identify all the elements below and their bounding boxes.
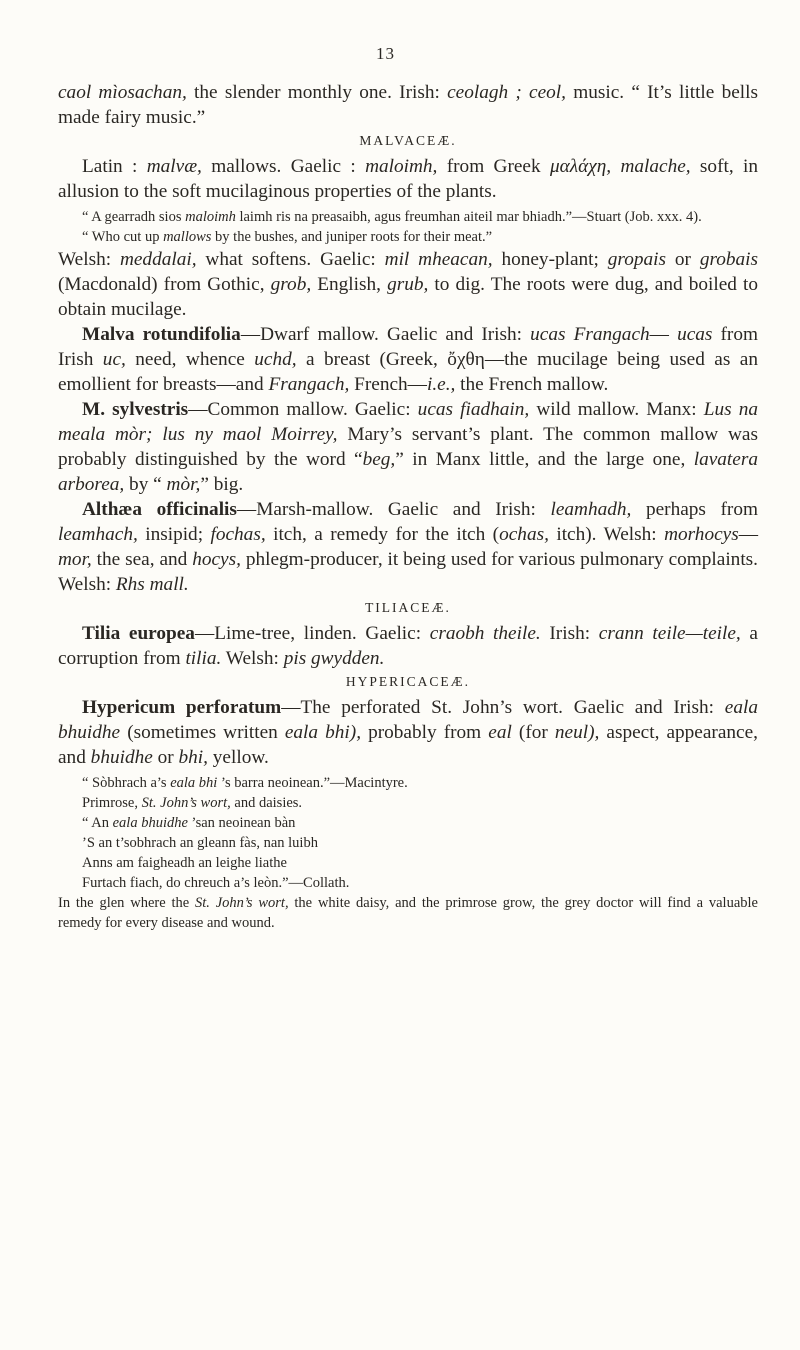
section-heading-hypericaceae: HYPERICACEÆ.: [345, 674, 471, 689]
verse-line-1: “ An eala bhuidhe ’san neoinean bàn: [82, 815, 296, 831]
paragraph-tilia-europea: Tilia europea—Lime-tree, linden. Gaelic: craobh theile. Irish: crann teile—teile, a corruption from tilia. Welsh: pis gwydden.: [58, 623, 758, 669]
paragraph-caol-miosachan: caol mìosachan, the slender monthly one. Irish: ceolagh ; ceol, music. “ It’s little bells made fairy music.”: [58, 82, 759, 128]
paragraph-hypericum-perforatum: Hypericum perforatum—The perforated St. John’s wort. Gaelic and Irish: eala bhuidhe (sometimes written eala bhi), probably from eal (for neul), aspect, appearance, and bhuidhe or bhi, yellow.: [58, 697, 758, 768]
quote-macintyre: “ Sòbhrach a’s eala bhi ’s barra neoinean.”—Macintyre.: [82, 775, 408, 791]
paragraph-welsh-meddalai: Welsh: meddalai, what softens. Gaelic: mil mheacan, honey-plant; gropais or grobais (Macdonald) from Gothic, grob, English, grub, to dig. The roots were dug, and boiled to obtain mucilage.: [58, 249, 759, 320]
quote-translation-glen: In the glen where the St. John’s wort, the white daisy, and the primrose grow, the grey doctor will find a valuable remedy for every disease and wound.: [58, 895, 758, 931]
paragraph-m-sylvestris: M. sylvestris—Common mallow. Gaelic: ucas fiadhain, wild mallow. Manx: Lus na meala mòr; lus ny maol Moirrey, Mary’s servant’s plant. The common mallow was probably distinguished by the word “beg,” in Manx little, and the large one, lavatera arborea, by “ mòr,” big.: [58, 399, 758, 495]
verse-collath: [58, 813, 758, 893]
section-heading-tiliaceae: TILIACEÆ.: [365, 600, 451, 615]
verse-line-2: ’S an t’sobhrach an gleann fàs, nan luibh: [82, 835, 318, 851]
section-heading-malvaceae: MALVACEÆ.: [359, 133, 457, 148]
page-number: 13: [376, 44, 395, 63]
quote-translation-primrose: Primrose, St. John’s wort, and daisies.: [82, 795, 303, 811]
verse-line-3: Anns am faigheadh an leighe liathe: [82, 855, 287, 871]
paragraph-malva-rotundifolia: Malva rotundifolia—Dwarf mallow. Gaelic and Irish: ucas Frangach— ucas from Irish uc, need, whence uchd, a breast (Greek, ὄχθη—the mucilage being used as an emollient for breasts—and Frangach, French—i.e., the French mallow.: [58, 324, 758, 395]
paragraph-althaea-officinalis: Althæa officinalis—Marsh-mallow. Gaelic and Irish: leamhadh, perhaps from leamhach, insipid; fochas, itch, a remedy for the itch (ochas, itch). Welsh: morhocys—mor, the sea, and hocys, phlegm-producer, it being used for various pulmonary complaints. Welsh: Rhs mall.: [58, 499, 758, 595]
page-content: [58, 80, 758, 933]
paragraph-malvae: Latin : malvæ, mallows. Gaelic : maloimh, from Greek μαλάχη, malache, soft, in allusion to the soft mucilaginous properties of the plants.: [58, 156, 759, 202]
verse-line-4: Furtach fiach, do chreuch a’s leòn.”—Collath.: [82, 875, 350, 891]
quote-stuart: “ A gearradh sios maloimh laimh ris na preasaibh, agus freumhan aiteil mar bhiadh.”—Stuart (Job. xxx. 4).: [82, 209, 702, 225]
quote-mallows-translation: “ Who cut up mallows by the bushes, and juniper roots for their meat.”: [82, 229, 493, 245]
